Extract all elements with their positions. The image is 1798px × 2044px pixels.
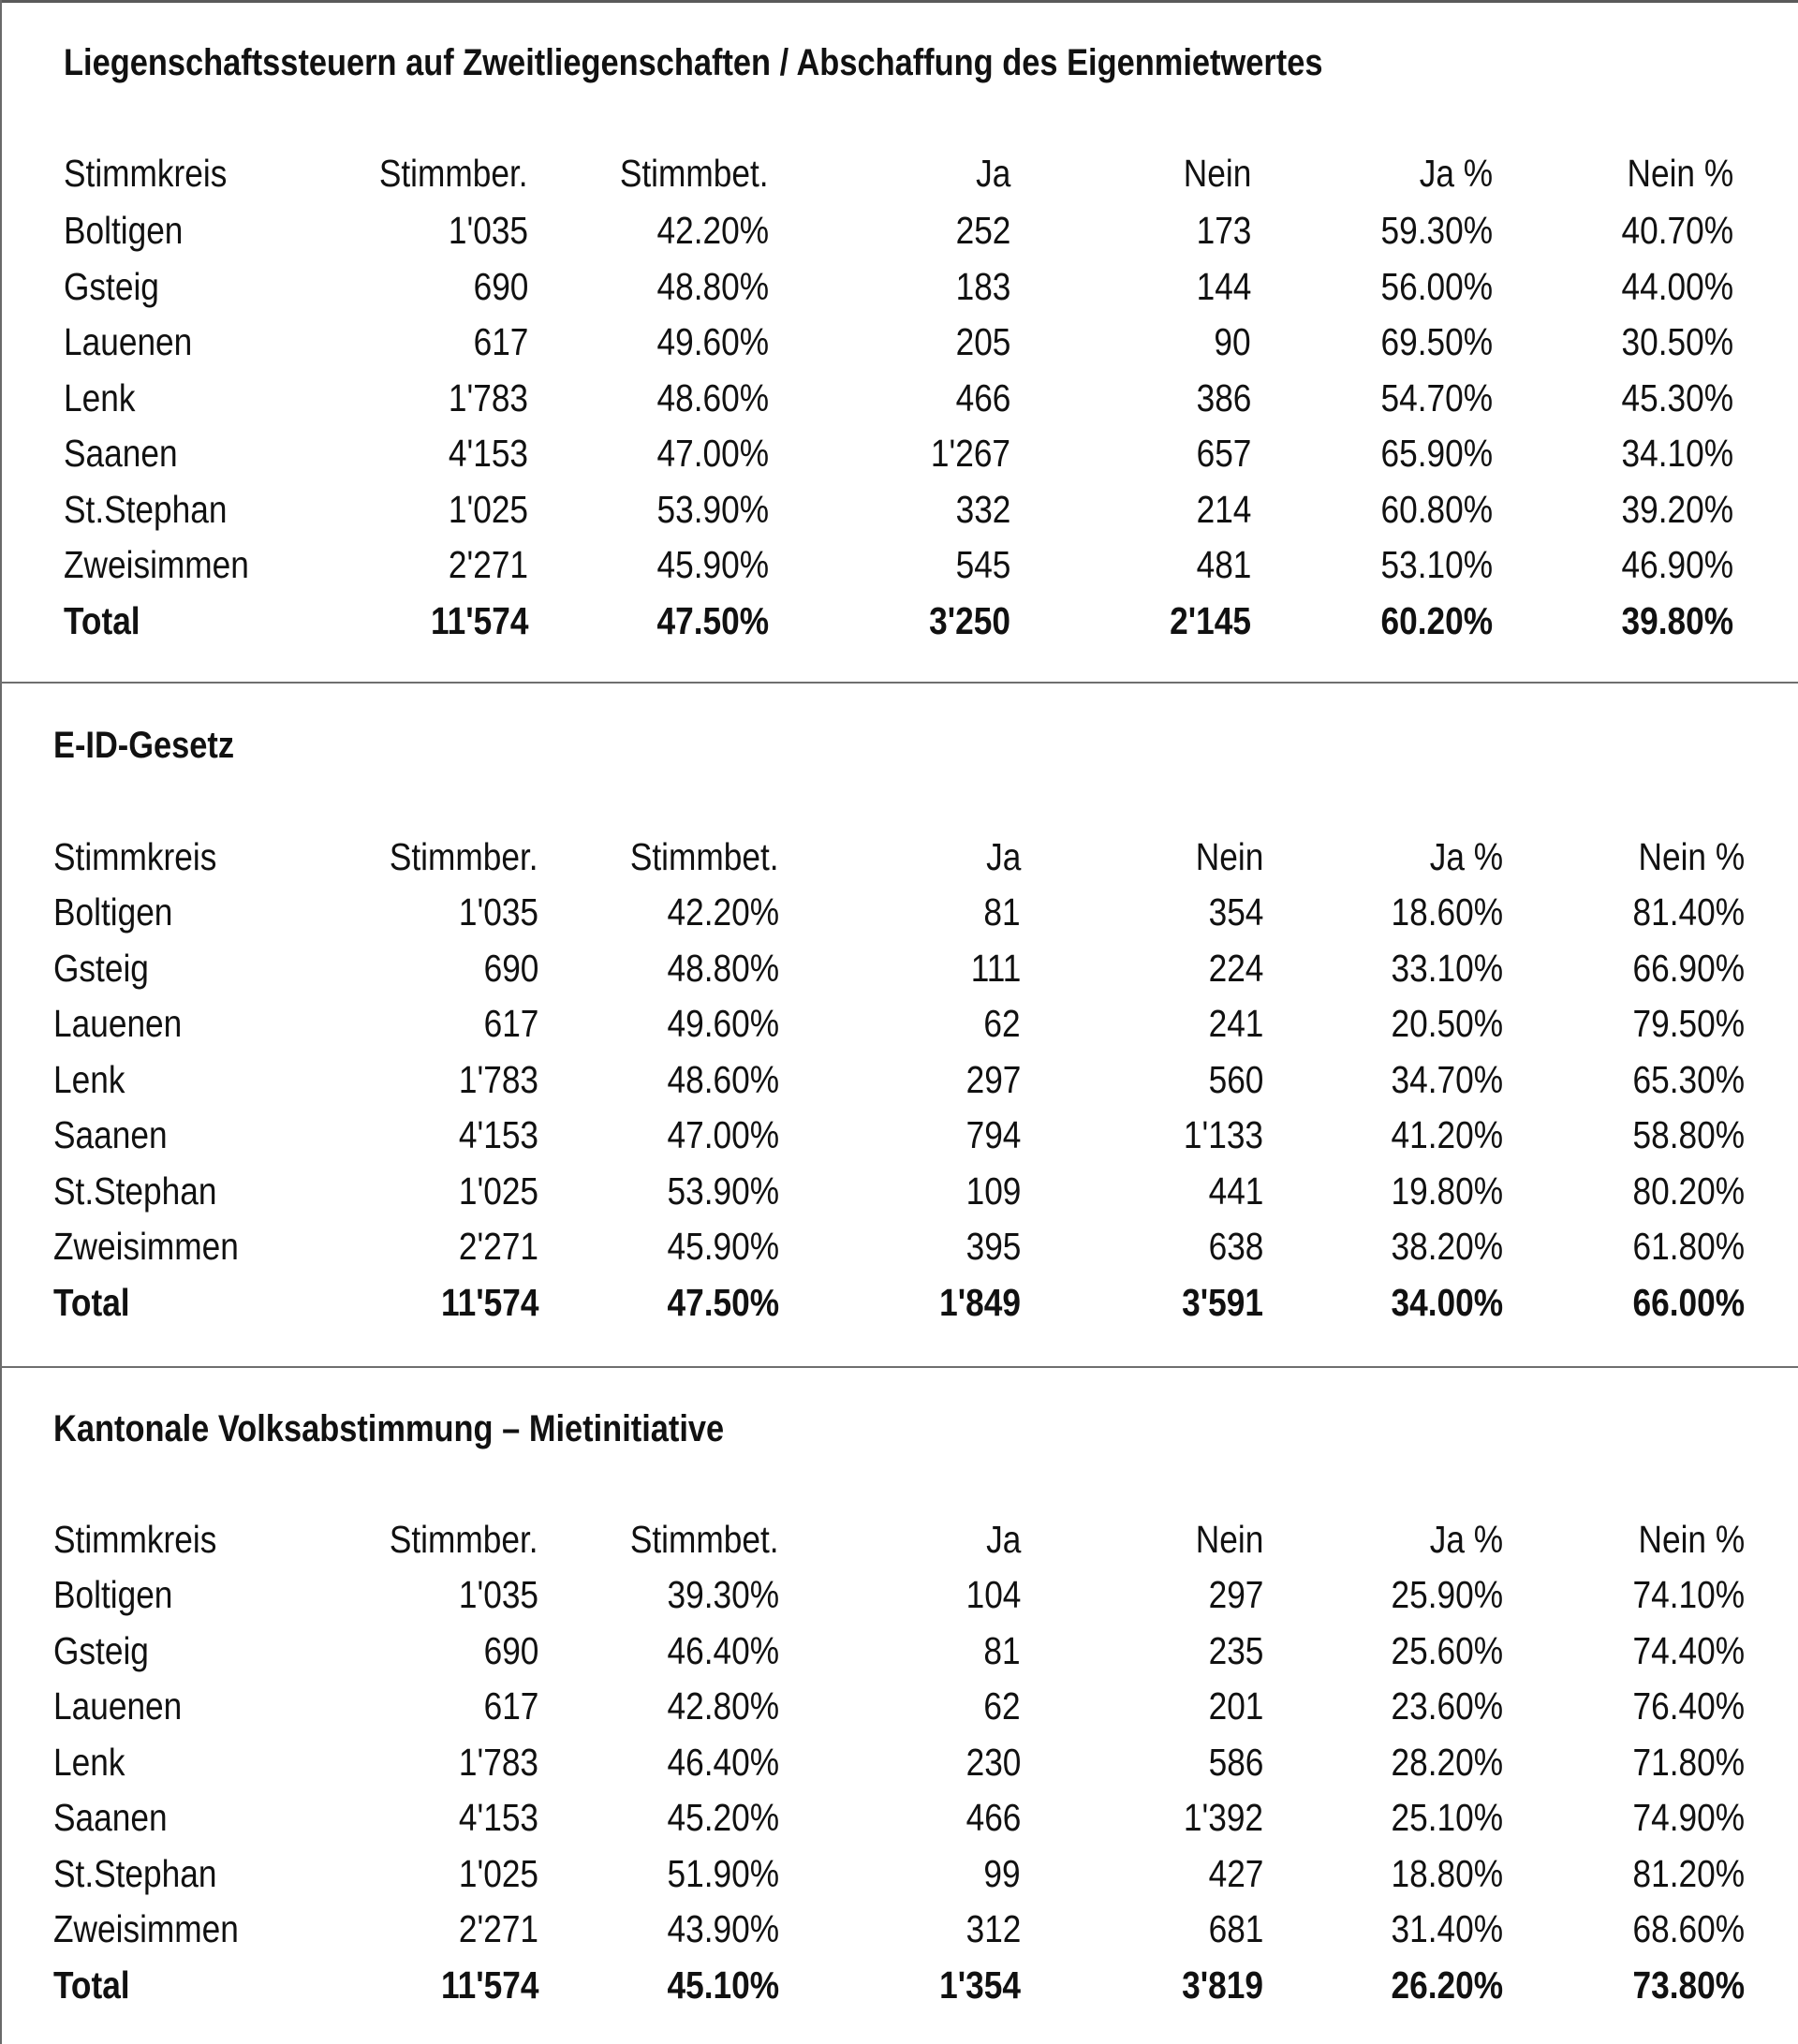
cell-stimmber: 2'271 <box>458 1225 538 1268</box>
cell-nein-pct: 39.20% <box>1621 487 1733 531</box>
cell-ja-pct: 18.80% <box>1391 1851 1503 1895</box>
cell-nein-pct: 68.60% <box>1632 1907 1745 1950</box>
cell-nein-pct: 65.30% <box>1632 1057 1745 1101</box>
cell-stimmkreis: Zweisimmen <box>64 543 249 586</box>
cell-stimmbet: 48.60% <box>667 1057 779 1101</box>
cell-nein: 235 <box>1208 1628 1263 1672</box>
cell-stimmbet: 51.90% <box>667 1851 779 1895</box>
cell-ja-pct: 34.70% <box>1391 1057 1503 1101</box>
column-header-stimmber: Stimmber. <box>379 152 528 195</box>
cell-stimmbet: 53.90% <box>667 1169 779 1213</box>
cell-stimmber: 617 <box>483 1002 538 1045</box>
section-title: Liegenschaftssteuern auf Zweitliegenschaften / Abschaffung des Eigenmietwertes <box>64 42 1323 83</box>
cell-nein: 386 <box>1196 375 1251 419</box>
cell-stimmbet: 45.90% <box>667 1225 779 1268</box>
cell-ja: 466 <box>955 375 1010 419</box>
cell-ja-pct: 59.30% <box>1380 209 1493 252</box>
table-row <box>0 1739 1798 1786</box>
cell-nein: 2'145 <box>1170 598 1251 642</box>
cell-nein: 638 <box>1208 1225 1263 1268</box>
cell-stimmkreis: Lauenen <box>53 1684 183 1728</box>
cell-ja: 545 <box>955 543 1010 586</box>
cell-stimmbet: 39.30% <box>667 1573 779 1616</box>
cell-stimmkreis: Total <box>53 1280 130 1324</box>
cell-ja-pct: 31.40% <box>1391 1907 1503 1950</box>
cell-ja: 794 <box>965 1113 1021 1156</box>
cell-nein: 586 <box>1208 1740 1263 1784</box>
cell-nein-pct: 76.40% <box>1632 1684 1745 1728</box>
cell-ja-pct: 25.90% <box>1391 1573 1503 1616</box>
cell-nein: 3'591 <box>1182 1280 1263 1324</box>
column-header-ja: Ja <box>975 152 1010 195</box>
table-row <box>0 541 1798 588</box>
cell-stimmbet: 43.90% <box>667 1907 779 1950</box>
cell-ja-pct: 25.10% <box>1391 1796 1503 1839</box>
cell-nein: 1'133 <box>1183 1113 1263 1156</box>
cell-nein-pct: 66.00% <box>1632 1280 1745 1324</box>
cell-stimmkreis: Lenk <box>64 375 136 419</box>
cell-ja: 1'267 <box>930 432 1010 475</box>
section-divider-1 <box>0 682 1798 684</box>
cell-ja-pct: 69.50% <box>1380 320 1493 363</box>
cell-nein-pct: 58.80% <box>1632 1113 1745 1156</box>
cell-stimmber: 11'574 <box>430 598 528 642</box>
cell-stimmkreis: Gsteig <box>53 946 149 990</box>
cell-nein: 560 <box>1208 1057 1263 1101</box>
cell-nein-pct: 34.10% <box>1621 432 1733 475</box>
cell-nein: 1'392 <box>1183 1796 1263 1839</box>
cell-ja: 99 <box>983 1851 1021 1895</box>
cell-stimmbet: 47.50% <box>667 1280 779 1324</box>
cell-stimmbet: 48.80% <box>667 946 779 990</box>
cell-ja: 312 <box>965 1907 1021 1950</box>
cell-nein-pct: 40.70% <box>1621 209 1733 252</box>
cell-stimmbet: 42.20% <box>656 209 769 252</box>
table-header-row <box>0 833 1798 880</box>
column-header-stimmkreis: Stimmkreis <box>53 835 217 878</box>
cell-ja-pct: 26.20% <box>1391 1963 1503 2007</box>
column-header-ja: Ja <box>985 835 1021 878</box>
cell-stimmber: 1'783 <box>458 1740 538 1784</box>
cell-ja-pct: 53.10% <box>1380 543 1493 586</box>
cell-stimmkreis: Total <box>64 598 140 642</box>
cell-ja-pct: 20.50% <box>1391 1002 1503 1045</box>
cell-nein-pct: 44.00% <box>1621 264 1733 308</box>
cell-stimmber: 1'783 <box>448 375 528 419</box>
cell-ja-pct: 60.80% <box>1380 487 1493 531</box>
cell-ja: 230 <box>965 1740 1021 1784</box>
table-row <box>0 486 1798 533</box>
table-header-row <box>0 150 1798 197</box>
cell-nein: 144 <box>1196 264 1251 308</box>
table-row <box>0 1223 1798 1270</box>
cell-ja-pct: 34.00% <box>1391 1280 1503 1324</box>
cell-stimmkreis: Saanen <box>53 1796 168 1839</box>
cell-stimmber: 11'574 <box>440 1280 538 1324</box>
cell-stimmkreis: St.Stephan <box>53 1169 217 1213</box>
table-row <box>0 1794 1798 1841</box>
cell-stimmbet: 47.00% <box>667 1113 779 1156</box>
table-row <box>0 1000 1798 1047</box>
cell-stimmkreis: Gsteig <box>53 1628 149 1672</box>
column-header-stimmkreis: Stimmkreis <box>64 152 228 195</box>
table-row <box>0 889 1798 935</box>
cell-stimmbet: 53.90% <box>656 487 769 531</box>
cell-ja-pct: 23.60% <box>1391 1684 1503 1728</box>
column-header-stimmbet: Stimmbet. <box>620 152 769 195</box>
column-header-nein: Nein <box>1195 835 1263 878</box>
cell-ja-pct: 54.70% <box>1380 375 1493 419</box>
table-row <box>0 1056 1798 1103</box>
cell-ja: 1'849 <box>939 1280 1021 1324</box>
cell-stimmber: 4'153 <box>448 432 528 475</box>
cell-nein-pct: 74.10% <box>1632 1573 1745 1616</box>
cell-nein: 90 <box>1214 320 1251 363</box>
column-header-stimmber: Stimmber. <box>390 1518 538 1561</box>
cell-ja-pct: 56.00% <box>1380 264 1493 308</box>
cell-stimmber: 4'153 <box>458 1796 538 1839</box>
cell-stimmbet: 46.40% <box>667 1740 779 1784</box>
column-header-ja: Ja <box>985 1518 1021 1561</box>
cell-ja-pct: 19.80% <box>1391 1169 1503 1213</box>
cell-ja: 62 <box>983 1002 1021 1045</box>
cell-stimmber: 617 <box>483 1684 538 1728</box>
cell-ja-pct: 33.10% <box>1391 946 1503 990</box>
cell-stimmber: 1'783 <box>458 1057 538 1101</box>
cell-nein: 173 <box>1196 209 1251 252</box>
cell-ja: 252 <box>955 209 1010 252</box>
cell-stimmkreis: St.Stephan <box>53 1851 217 1895</box>
cell-ja: 297 <box>965 1057 1021 1101</box>
table-row <box>0 430 1798 477</box>
cell-nein-pct: 74.40% <box>1632 1628 1745 1672</box>
cell-ja: 1'354 <box>939 1963 1021 2007</box>
cell-ja: 466 <box>965 1796 1021 1839</box>
cell-ja: 395 <box>965 1225 1021 1268</box>
table-row <box>0 1168 1798 1214</box>
cell-stimmber: 2'271 <box>448 543 528 586</box>
cell-stimmkreis: Saanen <box>64 432 178 475</box>
column-header-nein-pct: Nein % <box>1638 1518 1745 1561</box>
section-title: Kantonale Volksabstimmung – Mietinitiative <box>53 1408 725 1449</box>
cell-ja: 205 <box>955 320 1010 363</box>
cell-ja: 81 <box>983 1628 1021 1672</box>
cell-stimmber: 690 <box>473 264 528 308</box>
column-header-stimmkreis: Stimmkreis <box>53 1518 217 1561</box>
cell-stimmkreis: St.Stephan <box>64 487 228 531</box>
cell-nein-pct: 61.80% <box>1632 1225 1745 1268</box>
section-divider-2 <box>0 1366 1798 1368</box>
table-row <box>0 318 1798 365</box>
cell-nein: 657 <box>1196 432 1251 475</box>
cell-stimmber: 1'035 <box>458 1573 538 1616</box>
cell-nein: 224 <box>1208 946 1263 990</box>
cell-nein: 201 <box>1208 1684 1263 1728</box>
cell-stimmbet: 48.80% <box>656 264 769 308</box>
cell-nein: 427 <box>1208 1851 1263 1895</box>
cell-stimmkreis: Boltigen <box>64 209 184 252</box>
cell-nein-pct: 30.50% <box>1621 320 1733 363</box>
column-header-ja-pct: Ja % <box>1429 835 1503 878</box>
cell-stimmkreis: Lauenen <box>53 1002 183 1045</box>
cell-stimmkreis: Lauenen <box>64 320 193 363</box>
cell-stimmbet: 47.50% <box>656 598 769 642</box>
cell-ja-pct: 28.20% <box>1391 1740 1503 1784</box>
table-row <box>0 1905 1798 1952</box>
cell-nein-pct: 79.50% <box>1632 1002 1745 1045</box>
cell-ja: 332 <box>955 487 1010 531</box>
cell-stimmbet: 47.00% <box>656 432 769 475</box>
table-row <box>0 207 1798 254</box>
cell-stimmber: 690 <box>483 1628 538 1672</box>
cell-stimmkreis: Saanen <box>53 1113 168 1156</box>
cell-ja-pct: 38.20% <box>1391 1225 1503 1268</box>
cell-stimmber: 1'025 <box>458 1169 538 1213</box>
cell-nein-pct: 45.30% <box>1621 375 1733 419</box>
cell-stimmber: 1'035 <box>448 209 528 252</box>
cell-stimmber: 1'025 <box>448 487 528 531</box>
cell-stimmber: 4'153 <box>458 1113 538 1156</box>
table-row <box>0 1111 1798 1158</box>
cell-nein-pct: 73.80% <box>1632 1963 1745 2007</box>
table-total-row <box>0 1279 1798 1326</box>
table-row <box>0 1627 1798 1674</box>
cell-stimmber: 1'025 <box>458 1851 538 1895</box>
table-row <box>0 945 1798 992</box>
cell-nein: 481 <box>1196 543 1251 586</box>
cell-stimmber: 1'035 <box>458 890 538 934</box>
column-header-stimmber: Stimmber. <box>390 835 538 878</box>
cell-nein-pct: 39.80% <box>1621 598 1733 642</box>
column-header-nein: Nein <box>1195 1518 1263 1561</box>
cell-ja: 109 <box>965 1169 1021 1213</box>
table-row <box>0 375 1798 421</box>
cell-stimmkreis: Zweisimmen <box>53 1907 239 1950</box>
cell-nein-pct: 81.40% <box>1632 890 1745 934</box>
page-top-border <box>0 0 1798 3</box>
cell-stimmkreis: Zweisimmen <box>53 1225 239 1268</box>
cell-ja-pct: 65.90% <box>1380 432 1493 475</box>
cell-stimmkreis: Total <box>53 1963 130 2007</box>
cell-nein: 441 <box>1208 1169 1263 1213</box>
cell-stimmbet: 46.40% <box>667 1628 779 1672</box>
column-header-nein: Nein <box>1183 152 1251 195</box>
table-row <box>0 1683 1798 1729</box>
column-header-ja-pct: Ja % <box>1429 1518 1503 1561</box>
cell-nein: 354 <box>1208 890 1263 934</box>
cell-stimmkreis: Lenk <box>53 1057 125 1101</box>
cell-stimmber: 617 <box>473 320 528 363</box>
column-header-nein-pct: Nein % <box>1638 835 1745 878</box>
cell-stimmbet: 45.90% <box>656 543 769 586</box>
cell-stimmkreis: Lenk <box>53 1740 125 1784</box>
cell-stimmbet: 49.60% <box>656 320 769 363</box>
cell-stimmbet: 48.60% <box>656 375 769 419</box>
cell-nein: 681 <box>1208 1907 1263 1950</box>
cell-nein-pct: 66.90% <box>1632 946 1745 990</box>
cell-nein-pct: 80.20% <box>1632 1169 1745 1213</box>
column-header-nein-pct: Nein % <box>1627 152 1733 195</box>
cell-ja: 183 <box>955 264 1010 308</box>
table-row <box>0 1571 1798 1618</box>
cell-stimmbet: 42.80% <box>667 1684 779 1728</box>
cell-stimmbet: 45.10% <box>667 1963 779 2007</box>
cell-nein: 297 <box>1208 1573 1263 1616</box>
table-row <box>0 263 1798 310</box>
cell-ja: 81 <box>983 890 1021 934</box>
cell-stimmkreis: Boltigen <box>53 1573 173 1616</box>
cell-nein: 3'819 <box>1182 1963 1263 2007</box>
column-header-stimmbet: Stimmbet. <box>630 1518 779 1561</box>
table-header-row <box>0 1516 1798 1563</box>
cell-nein-pct: 46.90% <box>1621 543 1733 586</box>
cell-stimmbet: 49.60% <box>667 1002 779 1045</box>
table-row <box>0 1850 1798 1897</box>
cell-ja-pct: 60.20% <box>1380 598 1493 642</box>
cell-ja-pct: 18.60% <box>1391 890 1503 934</box>
column-header-ja-pct: Ja % <box>1419 152 1493 195</box>
cell-nein-pct: 71.80% <box>1632 1740 1745 1784</box>
cell-stimmkreis: Boltigen <box>53 890 173 934</box>
cell-nein: 241 <box>1208 1002 1263 1045</box>
cell-stimmbet: 45.20% <box>667 1796 779 1839</box>
cell-nein: 214 <box>1196 487 1251 531</box>
column-header-stimmbet: Stimmbet. <box>630 835 779 878</box>
section-title: E-ID-Gesetz <box>53 725 235 766</box>
cell-ja-pct: 25.60% <box>1391 1628 1503 1672</box>
cell-stimmkreis: Gsteig <box>64 264 159 308</box>
cell-ja: 104 <box>965 1573 1021 1616</box>
cell-ja: 62 <box>983 1684 1021 1728</box>
cell-ja: 111 <box>970 946 1021 990</box>
cell-stimmber: 2'271 <box>458 1907 538 1950</box>
table-total-row <box>0 597 1798 644</box>
cell-ja: 3'250 <box>929 598 1010 642</box>
cell-stimmber: 690 <box>483 946 538 990</box>
table-total-row <box>0 1962 1798 2008</box>
cell-stimmbet: 42.20% <box>667 890 779 934</box>
cell-nein-pct: 81.20% <box>1632 1851 1745 1895</box>
cell-stimmber: 11'574 <box>440 1963 538 2007</box>
cell-ja-pct: 41.20% <box>1391 1113 1503 1156</box>
cell-nein-pct: 74.90% <box>1632 1796 1745 1839</box>
